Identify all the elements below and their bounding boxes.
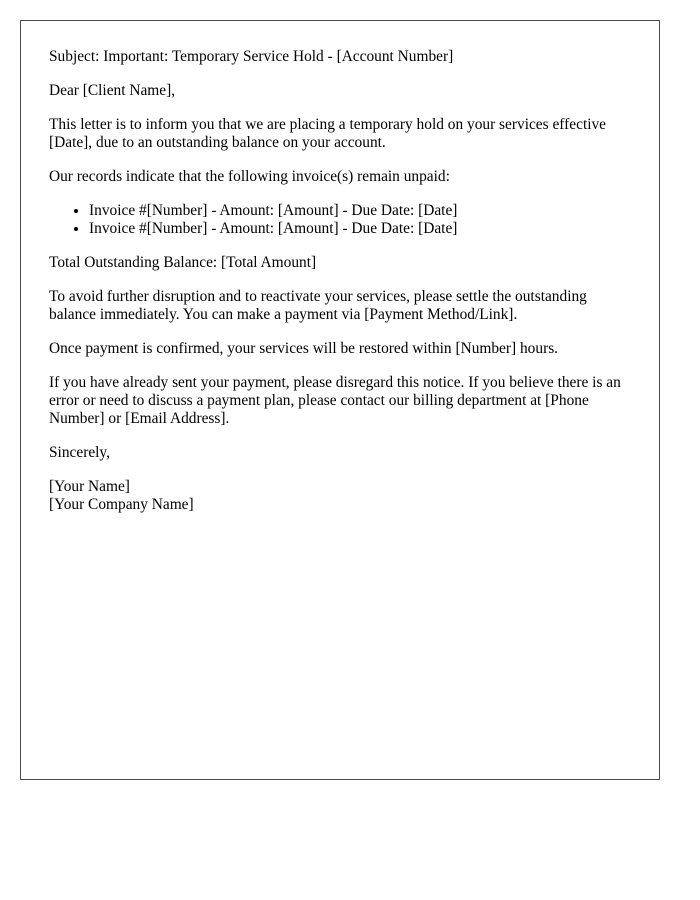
letter-payment-request: To avoid further disruption and to reactivate your services, please settle the outstanding balance immediately. You can make a payment via [Payment Method/Link]. [49, 288, 587, 323]
letter-intro-paragraph: This letter is to inform you that we are placing a temporary hold on your services effective [Date], due to an outstanding balance on your account. [49, 116, 607, 151]
letter-disregard-notice: If you have already sent your payment, please disregard this notice. If you believe there is an error or need to discuss a payment plan, please contact our billing department at [Phone Number] or [Email Address]. [49, 374, 621, 427]
letter-total-balance: Total Outstanding Balance: [Total Amount] [49, 254, 317, 271]
signature-name: [Your Name] [49, 478, 130, 495]
letter-salutation: Dear [Client Name], [49, 82, 176, 99]
letter-records-intro: Our records indicate that the following invoice(s) remain unpaid: [49, 168, 450, 185]
letter-page [20, 20, 660, 780]
signature-block [49, 478, 631, 514]
invoice-list [49, 202, 631, 238]
signature-company: [Your Company Name] [49, 496, 194, 513]
letter-restoration-notice: Once payment is confirmed, your services will be restored within [Number] hours. [49, 340, 559, 357]
invoice-list-item: • Invoice #[Number] - Amount: [Amount] - Due Date: [Date] [89, 202, 631, 220]
invoice-list-item: • Invoice #[Number] - Amount: [Amount] - Due Date: [Date] [89, 220, 631, 238]
letter-subject: Subject: Important: Temporary Service Hold - [Account Number] [49, 48, 454, 65]
letter-closing: Sincerely, [49, 444, 110, 461]
